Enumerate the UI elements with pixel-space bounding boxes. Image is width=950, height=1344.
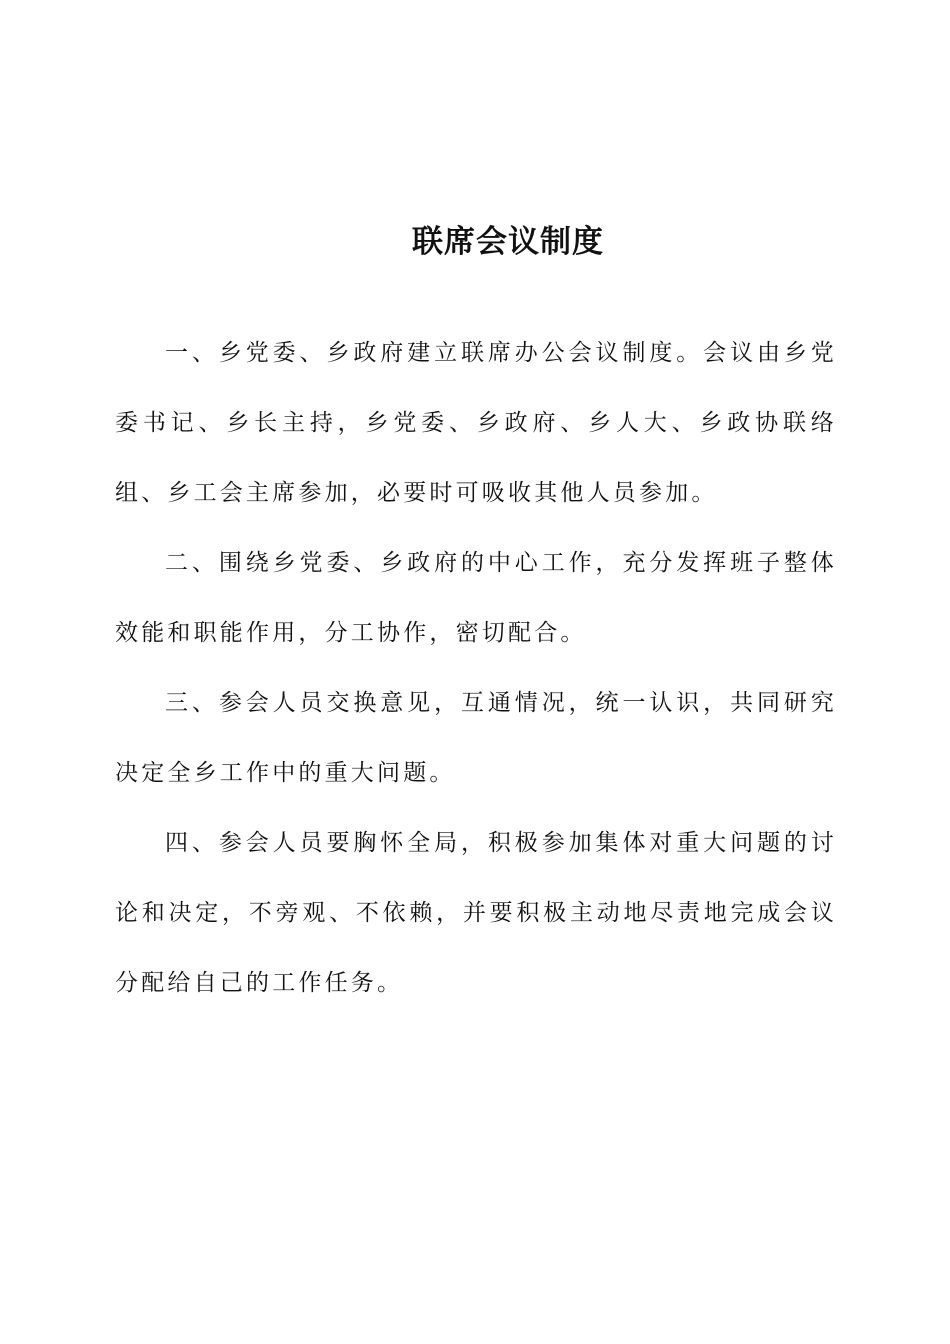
paragraph-2: 二、围绕乡党委、乡政府的中心工作，充分发挥班子整体效能和职能作用，分工协作，密切配合。 — [115, 550, 837, 646]
document-body — [115, 318, 837, 1018]
document-title: 联席会议制度 — [412, 224, 604, 260]
paragraph-4: 四、参会人员要胸怀全局，积极参加集体对重大问题的讨论和决定，不旁观、不依赖，并要积极主动地尽责地完成会议分配给自己的工作任务。 — [115, 830, 837, 996]
paragraph-3: 三、参会人员交换意见，互通情况，统一认识，共同研究决定全乡工作中的重大问题。 — [115, 690, 837, 786]
paragraph-1: 一、乡党委、乡政府建立联席办公会议制度。会议由乡党委书记、乡长主持，乡党委、乡政府、乡人大、乡政协联络组、乡工会主席参加，必要时可吸收其他人员参加。 — [115, 340, 837, 506]
